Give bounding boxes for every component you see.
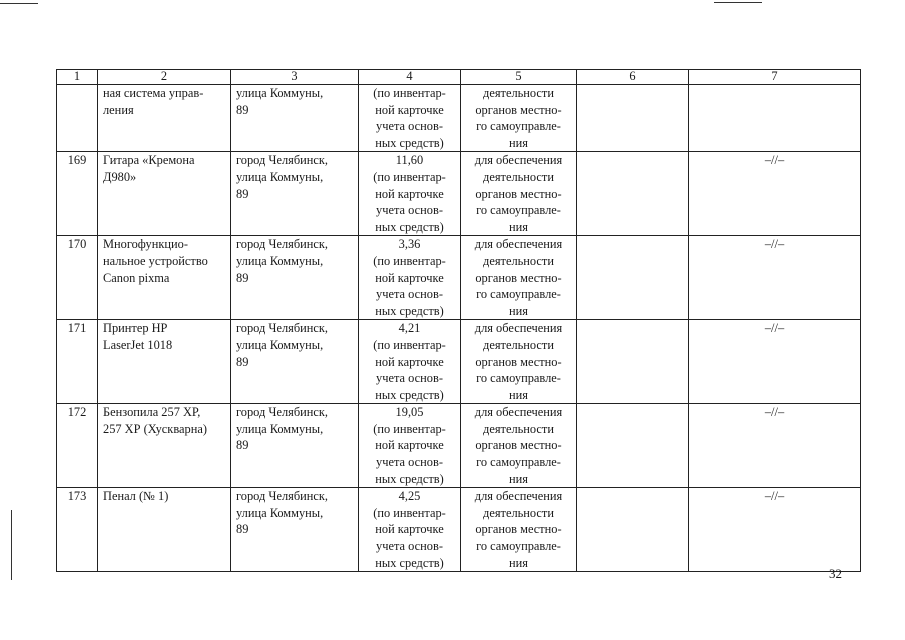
item-value: 4,25 (по инвентар- ной карточке учета основ- ных средств) bbox=[359, 488, 461, 572]
table-row bbox=[57, 236, 861, 320]
scan-edge-top-right bbox=[714, 2, 762, 3]
column-header-1: 1 bbox=[57, 70, 98, 85]
item-col6 bbox=[577, 488, 689, 572]
row-number: 172 bbox=[57, 404, 98, 488]
item-name: Многофункцио- нальное устройство Canon pixma bbox=[98, 236, 231, 320]
item-value: 3,36 (по инвентар- ной карточке учета основ- ных средств) bbox=[359, 236, 461, 320]
scan-edge-top-left bbox=[0, 3, 38, 4]
item-col6 bbox=[577, 152, 689, 236]
item-purpose: для обеспечения деятельности органов местно- го самоуправле- ния bbox=[461, 152, 577, 236]
item-value: 19,05 (по инвентар- ной карточке учета основ- ных средств) bbox=[359, 404, 461, 488]
item-address: город Челябинск, улица Коммуны, 89 bbox=[231, 404, 359, 488]
row-number: 170 bbox=[57, 236, 98, 320]
item-address: город Челябинск, улица Коммуны, 89 bbox=[231, 320, 359, 404]
item-col7: –//– bbox=[689, 236, 861, 320]
item-col6 bbox=[577, 320, 689, 404]
item-col7: –//– bbox=[689, 152, 861, 236]
table-row bbox=[57, 488, 861, 572]
property-registry-table bbox=[56, 69, 861, 572]
table-row bbox=[57, 152, 861, 236]
item-col7: –//– bbox=[689, 488, 861, 572]
item-value: 11,60 (по инвентар- ной карточке учета основ- ных средств) bbox=[359, 152, 461, 236]
column-number-row bbox=[57, 70, 861, 85]
page-number: 32 bbox=[829, 566, 842, 581]
column-header-4: 4 bbox=[359, 70, 461, 85]
item-purpose: для обеспечения деятельности органов местно- го самоуправле- ния bbox=[461, 404, 577, 488]
table-row bbox=[57, 320, 861, 404]
item-value: (по инвентар- ной карточке учета основ- ных средств) bbox=[359, 85, 461, 152]
item-name: Бензопила 257 ХР, 257 ХР (Хускварна) bbox=[98, 404, 231, 488]
column-header-7: 7 bbox=[689, 70, 861, 85]
row-number: 171 bbox=[57, 320, 98, 404]
scan-edge-left bbox=[11, 510, 12, 580]
item-purpose: деятельности органов местно- го самоуправле- ния bbox=[461, 85, 577, 152]
item-col7: –//– bbox=[689, 320, 861, 404]
row-number: 169 bbox=[57, 152, 98, 236]
column-header-5: 5 bbox=[461, 70, 577, 85]
table-row-continuation bbox=[57, 85, 861, 152]
item-col6 bbox=[577, 236, 689, 320]
item-name: ная система управ- ления bbox=[98, 85, 231, 152]
item-col7 bbox=[689, 85, 861, 152]
item-address: город Челябинск, улица Коммуны, 89 bbox=[231, 488, 359, 572]
item-value: 4,21 (по инвентар- ной карточке учета основ- ных средств) bbox=[359, 320, 461, 404]
item-address: город Челябинск, улица Коммуны, 89 bbox=[231, 236, 359, 320]
item-address: город Челябинск, улица Коммуны, 89 bbox=[231, 152, 359, 236]
item-purpose: для обеспечения деятельности органов местно- го самоуправле- ния bbox=[461, 488, 577, 572]
column-header-6: 6 bbox=[577, 70, 689, 85]
item-name: Пенал (№ 1) bbox=[98, 488, 231, 572]
item-name: Принтер НР LaserJet 1018 bbox=[98, 320, 231, 404]
column-header-3: 3 bbox=[231, 70, 359, 85]
item-col7: –//– bbox=[689, 404, 861, 488]
item-name: Гитара «Кремона Д980» bbox=[98, 152, 231, 236]
row-number: 173 bbox=[57, 488, 98, 572]
table-row bbox=[57, 404, 861, 488]
item-col6 bbox=[577, 85, 689, 152]
item-purpose: для обеспечения деятельности органов местно- го самоуправле- ния bbox=[461, 320, 577, 404]
item-address: улица Коммуны, 89 bbox=[231, 85, 359, 152]
item-purpose: для обеспечения деятельности органов местно- го самоуправле- ния bbox=[461, 236, 577, 320]
item-col6 bbox=[577, 404, 689, 488]
column-header-2: 2 bbox=[98, 70, 231, 85]
row-number bbox=[57, 85, 98, 152]
